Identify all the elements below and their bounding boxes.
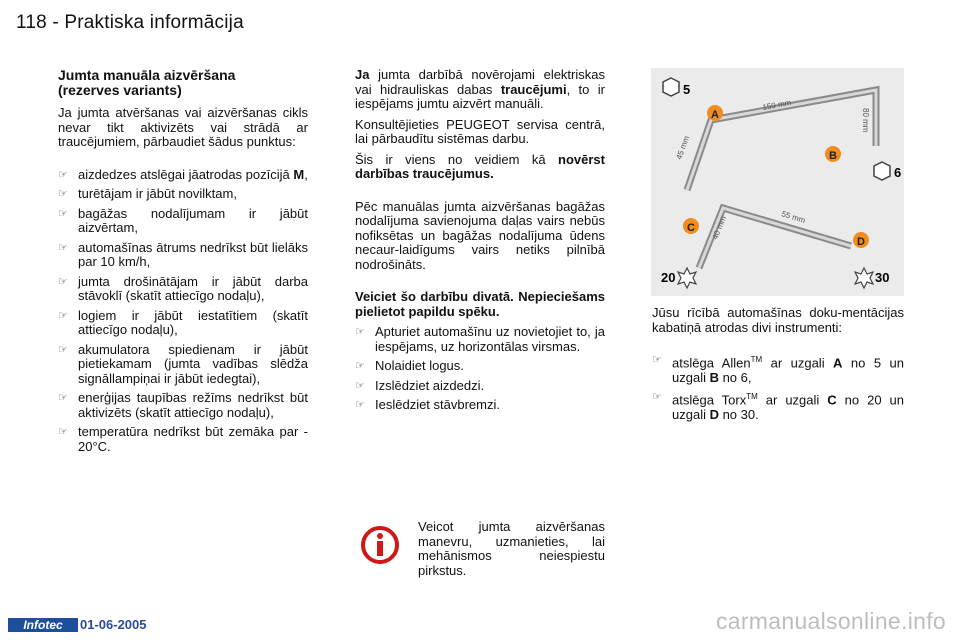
pointing-hand-icon: ☞ <box>652 354 662 366</box>
section-heading <box>58 68 308 98</box>
paragraph-5: Veiciet šo darbību divatā. Nepieciešams pielietot papildu spēku. <box>355 289 605 319</box>
paragraph-1: Ja jumta darbībā novērojami elektriskas vai hidrauliskas dabas traucējumi, to ir iespējams jumtu aizvērt manuāli. <box>355 67 605 111</box>
middle-column <box>355 68 605 418</box>
torx-bit-icon <box>855 268 873 288</box>
torx-bit-icon <box>678 268 696 288</box>
list-item: ☞ aizdedzes atslēgai jāatrodas pozīcijā M, <box>58 166 308 182</box>
list-item: ☞ akumulatora spiedienam ir jābūt pietiekamam (jumta vadības slēdža signāllampiņai ir jābūt iedegtai), <box>58 341 308 386</box>
list-item: ☞ atslēga Torx™ ar uzgali C no 20 un uzgali D no 30. <box>652 391 904 423</box>
svg-text:D: D <box>857 236 865 248</box>
dim-40-label: 40 mm <box>710 214 729 241</box>
list-item: ☞ Apturiet automašīnu uz novietojiet to, ja iespējams, uz horizontālas virsmas. <box>355 324 605 354</box>
page-header <box>16 12 244 34</box>
size-5-label: 5 <box>683 82 691 97</box>
pointing-hand-icon: ☞ <box>355 326 365 338</box>
size-6-label: 6 <box>894 165 902 180</box>
pointing-hand-icon: ☞ <box>58 426 68 438</box>
size-20-label: 20 <box>661 270 676 285</box>
list-item: ☞ atslēga Allen™ ar uzgali A no 5 un uzgali B no 6, <box>652 354 904 385</box>
heading-line-1: Jumta manuāla aizvēršana <box>58 67 236 83</box>
pointing-hand-icon: ☞ <box>58 168 68 181</box>
pointing-hand-icon: ☞ <box>355 360 365 372</box>
dim-55-label: 55 mm <box>780 209 807 226</box>
pointing-hand-icon: ☞ <box>58 392 68 404</box>
list-item: ☞ enerģijas taupības režīms nedrīkst būt aktivizēts (skatīt attiecīgo nodaļu), <box>58 390 308 420</box>
left-column <box>58 68 308 459</box>
pointing-hand-icon: ☞ <box>355 399 365 411</box>
list-item: ☞ turētājam ir jābūt novilktam, <box>58 186 237 201</box>
hex-bit-icon <box>663 78 679 96</box>
svg-text:B: B <box>829 150 837 162</box>
tool-diagram <box>651 68 904 296</box>
header-separator: - <box>46 12 65 33</box>
list-item: ☞ temperatūra nedrīkst būt zemāka par - 20°C. <box>58 424 308 454</box>
list-item: ☞ automašīnas ātrums nedrīkst būt lielāks par 10 km/h, <box>58 239 308 269</box>
tools-list <box>652 353 904 423</box>
pointing-hand-icon: ☞ <box>355 379 365 392</box>
pointing-hand-icon: ☞ <box>58 343 68 356</box>
pointing-hand-icon: ☞ <box>58 207 68 220</box>
list-item: ☞ logiem ir jābūt iestatītiem (skatīt attiecīgo nodaļu), <box>58 307 308 337</box>
steps-list <box>355 325 605 413</box>
pointing-hand-icon: ☞ <box>58 309 68 322</box>
paragraph-3: Šis ir viens no veidiem kā novērst darbības traucējumus. <box>355 151 605 181</box>
warning-text: Veicot jumta aizvēršanas manevru, uzmanieties, lai mehānismos neiespiestu pirkstus. <box>418 519 605 578</box>
infotec-logo: Infotec <box>8 618 78 632</box>
page-number: 118 <box>16 12 47 33</box>
page-title: Praktiska informācija <box>64 12 244 33</box>
list-item: ☞ jumta drošinātājam ir jābūt darba stāvoklī (skatīt attiecīgo nodaļu), <box>58 273 308 303</box>
dim-150-label: 150 mm <box>761 98 792 112</box>
check-list <box>58 168 308 455</box>
heading-line-2: (rezerves variants) <box>58 82 182 98</box>
pointing-hand-icon: ☞ <box>58 188 68 200</box>
hex-bit-icon <box>874 162 890 180</box>
info-icon <box>360 525 400 565</box>
list-item: ☞ Ieslēdziet stāvbremzi. <box>355 397 500 412</box>
pointing-hand-icon: ☞ <box>58 241 68 254</box>
paragraph-4: Pēc manuālas jumta aizvēršanas bagāžas nodalījuma savienojuma daļas vairs nebūs nofiksētas un bagāžas nodalījuma ūdens necaur-laidīgums vairs netiks pilnībā nodrošināts. <box>355 198 605 272</box>
paragraph-2: Konsultējieties PEUGEOT servisa centrā, lai pārbaudītu sistēmas darbu. <box>355 116 605 146</box>
svg-text:C: C <box>687 222 695 234</box>
right-column <box>652 306 904 428</box>
list-item: ☞ bagāžas nodalījumam ir jābūt aizvērtam, <box>58 205 308 235</box>
size-30-label: 30 <box>875 270 890 285</box>
pointing-hand-icon: ☞ <box>652 391 662 404</box>
footer-date: 01-06-2005 <box>80 617 147 632</box>
warning-box <box>358 520 608 580</box>
list-item: ☞ Izslēdziet aizdedzi. <box>355 377 485 393</box>
list-item: ☞ Nolaidiet logus. <box>355 358 464 373</box>
svg-text:A: A <box>711 109 719 121</box>
pointing-hand-icon: ☞ <box>58 275 68 288</box>
intro-paragraph: Ja jumta atvēršanas vai aizvēršanas cikls nevar tikt aktivizēts vai strādā ar traucējumiem, pārbaudiet šādus punktus: <box>58 105 308 149</box>
dim-80-label: 80 mm <box>861 108 870 133</box>
tools-intro: Jūsu rīcībā automašīnas doku-mentācijas kabatiņā atrodas divi instrumenti: <box>652 305 904 335</box>
watermark: carmanualsonline.info <box>715 608 946 634</box>
allen-torx-keys-illustration <box>651 68 904 296</box>
dim-45-label: 45 mm <box>674 134 692 161</box>
